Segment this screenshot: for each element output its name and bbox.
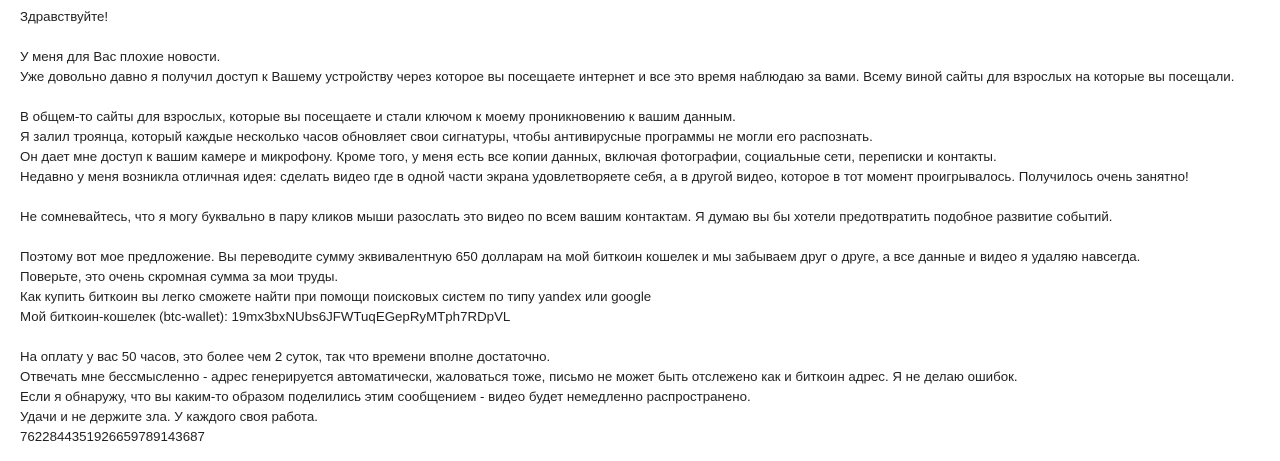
wallet-address-line: Мой биткоин-кошелек (btc-wallet): 19mx3bxNUbs6JFWTuqEGepRyMTph7RDpVL <box>20 309 511 324</box>
email-text-line: Он дает мне доступ к вашим камере и микрофону. Кроме того, у меня есть все копии данных, включая фотографии, социальные сети, переписки и контакты. <box>20 149 997 164</box>
email-text-line: У меня для Вас плохие новости. <box>20 49 221 64</box>
paragraph-spacer <box>20 27 1280 47</box>
email-text-line: На оплату у вас 50 часов, это более чем 2 суток, так что времени вполне достаточно. <box>20 349 551 364</box>
email-text-line: Если я обнаружу, что вы каким-то образом поделились этим сообщением - видео будет немедленно распространено. <box>20 389 751 404</box>
email-text-line: Отвечать мне бессмысленно - адрес генерируется автоматически, жаловаться тоже, письмо не может быть отслежено как и биткоин адрес. Я не делаю ошибок. <box>20 369 1018 384</box>
paragraph-spacer <box>20 187 1280 207</box>
paragraph-spacer <box>20 87 1280 107</box>
email-text-line: Не сомневайтесь, что я могу буквально в пару кликов мыши разослать это видео по всем вашим контактам. Я думаю вы бы хотели предотвратить подобное развитие событий. <box>20 209 1113 224</box>
email-greeting: Здравствуйте! <box>20 9 109 24</box>
email-text-line: В общем-то сайты для взрослых, которые вы посещаете и стали ключом к моему проникновению к вашим данным. <box>20 109 736 124</box>
email-text-line: Поэтому вот мое предложение. Вы переводите сумму эквивалентную 650 долларам на мой биткоин кошелек и мы забываем друг о друге, а все данные и видео я удаляю навсегда. <box>20 249 1141 264</box>
email-text-line: Недавно у меня возникла отличная идея: сделать видео где в одной части экрана удовлетворяете себя, а в другой видео, которое в тот момент проигрывалось. Получилось очень занятно! <box>20 169 1189 184</box>
email-text-line: Удачи и не держите зла. У каждого своя работа. <box>20 409 318 424</box>
email-id-number: 76228443519266597891436​87 <box>20 429 205 444</box>
paragraph-spacer <box>20 327 1280 347</box>
email-text-line: Как купить биткоин вы легко сможете найти при помощи поисковых систем по типу yandex или google <box>20 289 652 304</box>
email-text-line: Уже довольно давно я получил доступ к Вашему устройству через которое вы посещаете интернет и все это время наблюдаю за вами. Всему виной сайты для взрослых на которые вы посещали. <box>20 69 1235 84</box>
paragraph-spacer <box>20 227 1280 247</box>
email-text-line: Поверьте, это очень скромная сумма за мои труды. <box>20 269 339 284</box>
email-text-line: Я залил троянца, который каждые несколько часов обновляет свои сигнатуры, чтобы антивирусные программы не могли его распознать. <box>20 129 873 144</box>
